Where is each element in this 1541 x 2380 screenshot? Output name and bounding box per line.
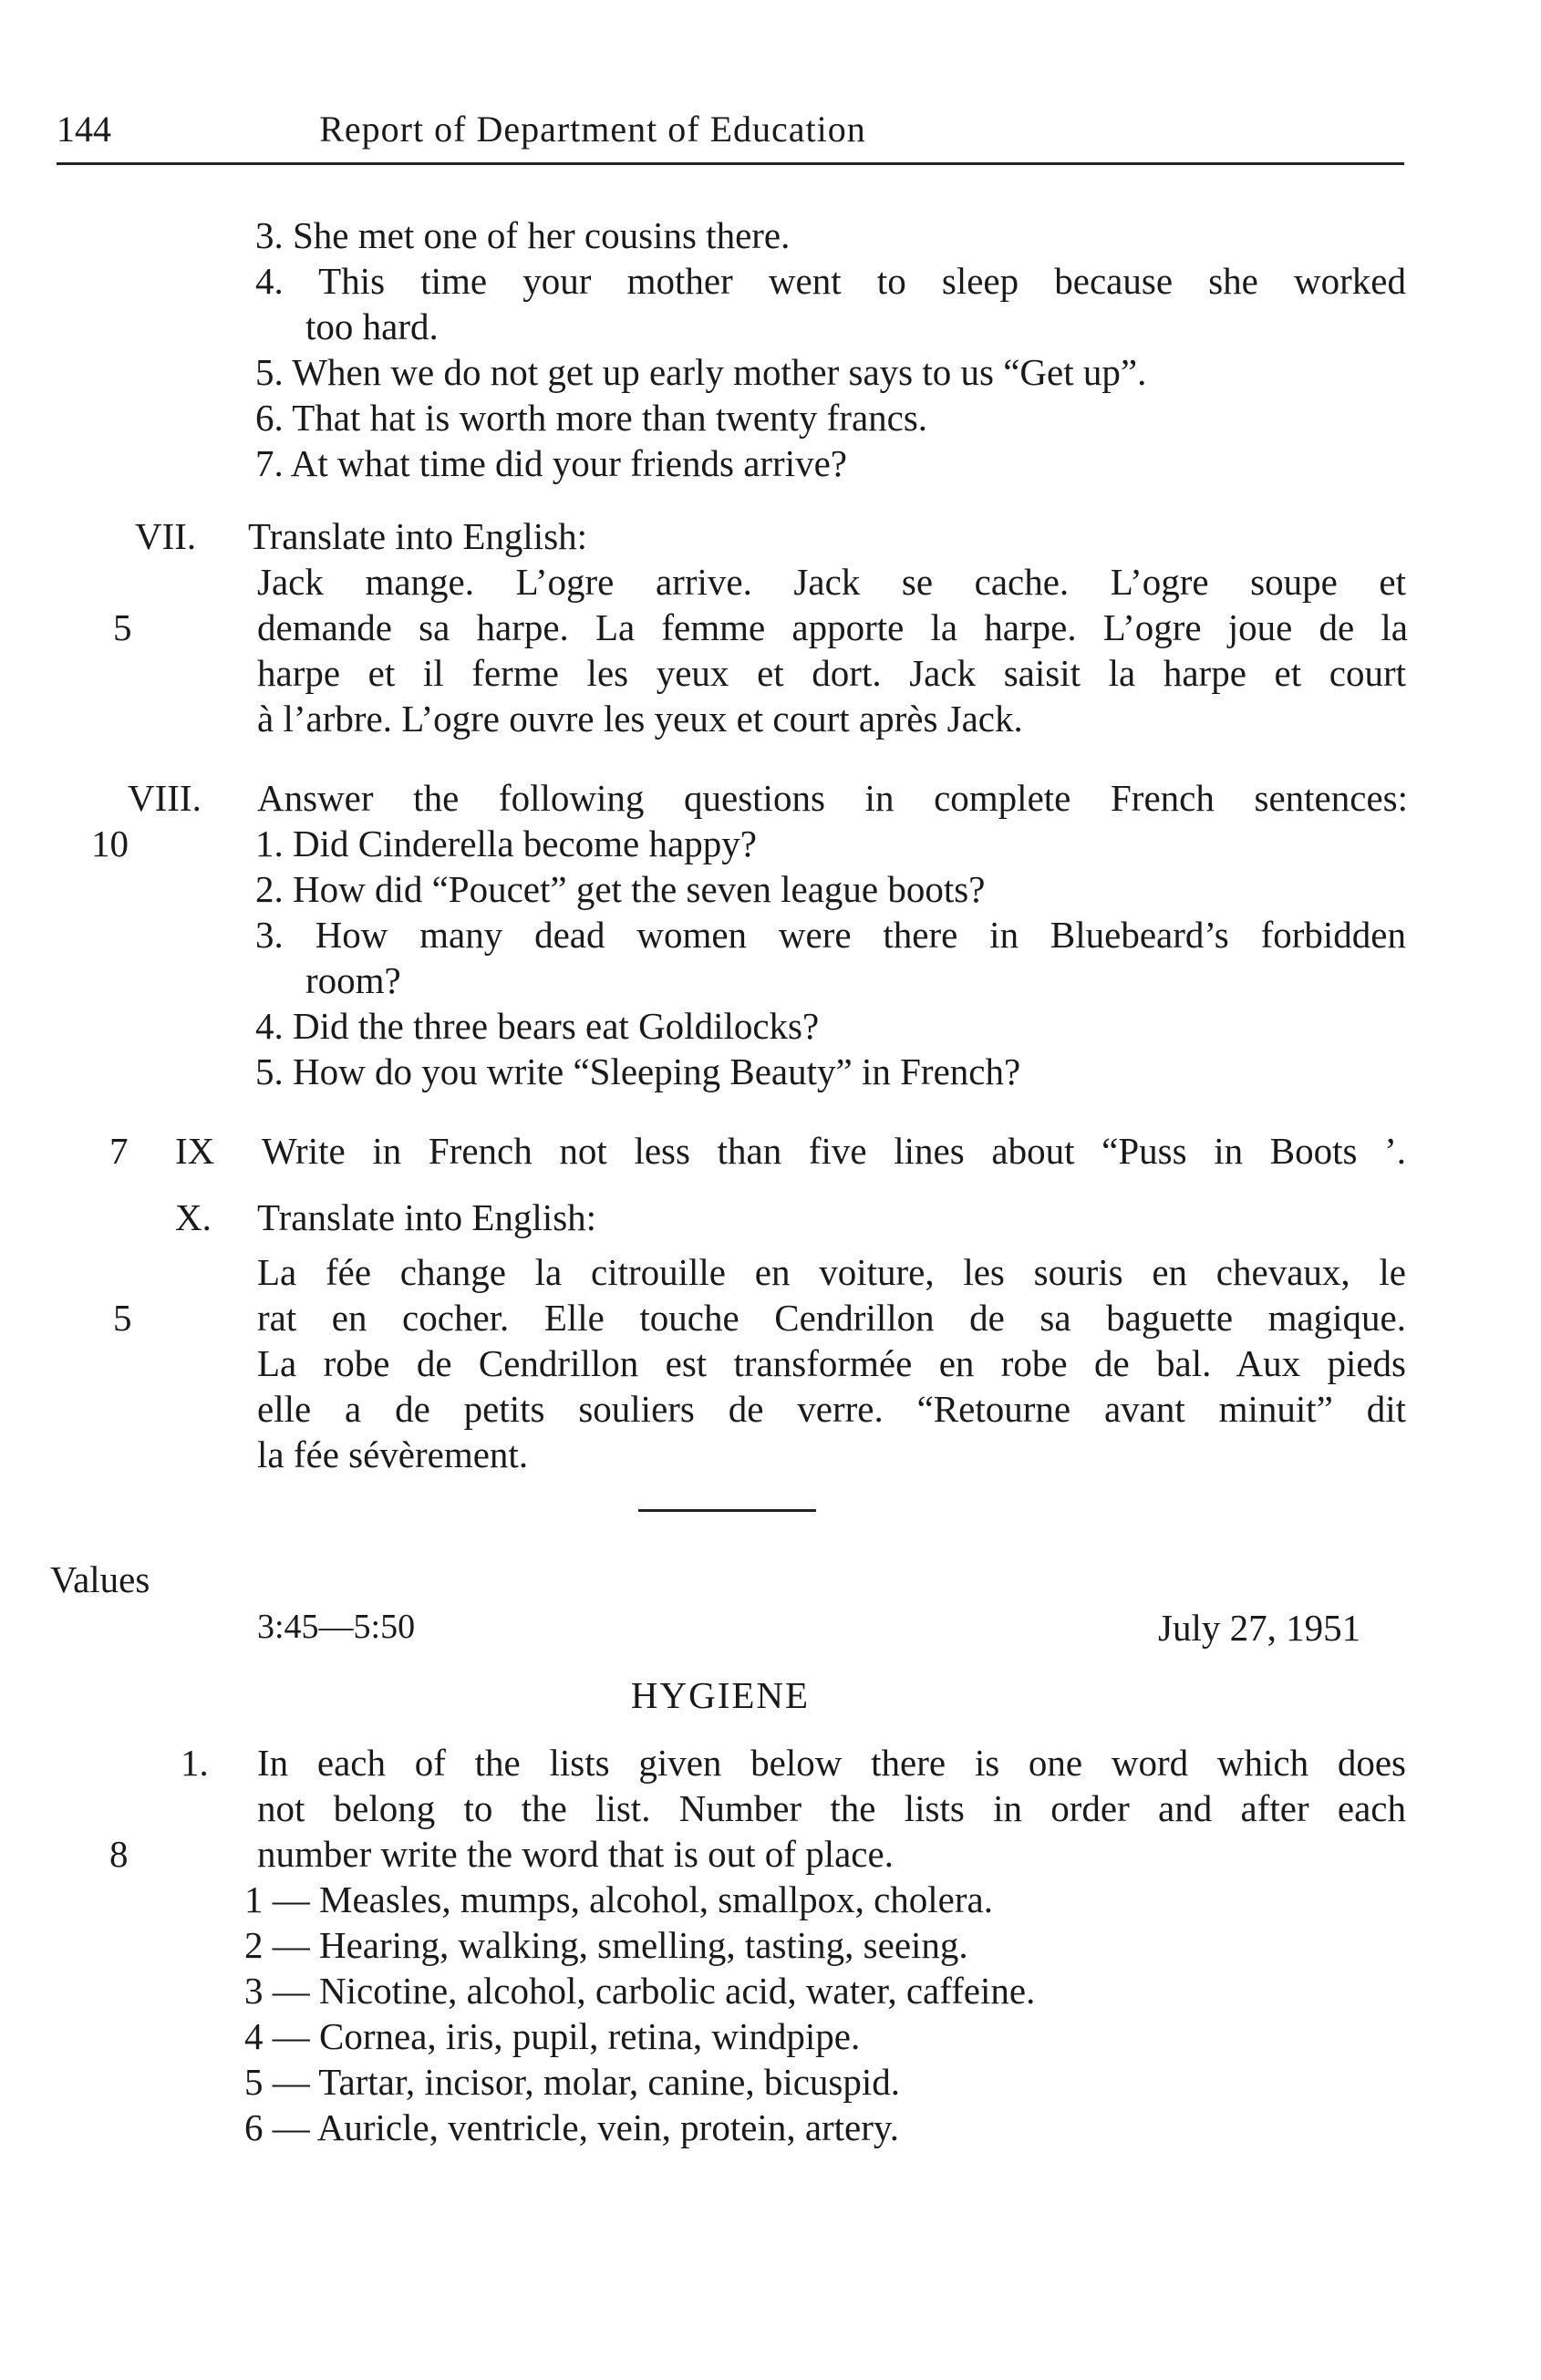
question-text-line: not belong to the list. Number the lists in order and after each bbox=[257, 1787, 1406, 1829]
section-instruction: Translate into English: bbox=[248, 515, 588, 557]
passage-line: rat en cocher. Elle touche Cendrillon de sa baguette magique. bbox=[257, 1297, 1406, 1339]
passage-line: demande sa harpe. La femme apporte la harpe. L’ogre joue de la bbox=[257, 606, 1408, 648]
values-column-label: Values bbox=[50, 1558, 150, 1600]
section-numeral: X. bbox=[175, 1196, 212, 1238]
question-numeral: 1. bbox=[181, 1742, 209, 1784]
exam-time: 3:45—5:50 bbox=[257, 1608, 416, 1646]
section-numeral: VII. bbox=[135, 515, 197, 557]
list-item: 4. This time your mother went to sleep because she worked bbox=[255, 260, 1406, 302]
list-item: 3 — Nicotine, alcohol, carbolic acid, water, caffeine. bbox=[244, 1970, 1036, 2012]
list-item: too hard. bbox=[305, 305, 439, 347]
section-instruction: Write in French not less than five lines about “Puss in Boots ’. bbox=[262, 1130, 1406, 1172]
passage-line: Jack mange. L’ogre arrive. Jack se cache. L’ogre soupe et bbox=[257, 561, 1406, 603]
list-item: 5 — Tartar, incisor, molar, canine, bicuspid. bbox=[244, 2061, 901, 2103]
question-item: 4. Did the three bears eat Goldilocks? bbox=[255, 1005, 820, 1047]
question-item: 1. Did Cinderella become happy? bbox=[255, 823, 757, 864]
section-numeral: VIII. bbox=[128, 777, 202, 819]
passage-line: La robe de Cendrillon est transformée en robe de bal. Aux pieds bbox=[257, 1342, 1406, 1384]
header-rule bbox=[57, 162, 1404, 165]
list-item: 4 — Cornea, iris, pupil, retina, windpipe. bbox=[244, 2015, 861, 2057]
exam-subject-heading: HYGIENE bbox=[630, 1674, 811, 1716]
section-instruction: Translate into English: bbox=[257, 1196, 597, 1238]
question-text-line: number write the word that is out of place. bbox=[257, 1833, 894, 1875]
list-item: 1 — Measles, mumps, alcohol, smallpox, cholera. bbox=[244, 1878, 993, 1920]
question-value: 7 bbox=[109, 1130, 129, 1172]
list-item: 7. At what time did your friends arrive? bbox=[255, 442, 847, 484]
page-number: 144 bbox=[57, 109, 111, 150]
list-item: 5. When we do not get up early mother says to us “Get up”. bbox=[255, 351, 1147, 393]
question-text-line: In each of the lists given below there is one word which does bbox=[257, 1742, 1406, 1784]
question-item: 2. How did “Poucet” get the seven league boots? bbox=[255, 868, 986, 910]
question-value: 10 bbox=[91, 823, 129, 864]
question-value: 8 bbox=[109, 1833, 129, 1875]
passage-line: à l’arbre. L’ogre ouvre les yeux et court après Jack. bbox=[257, 698, 1023, 740]
passage-line: La fée change la citrouille en voiture, les souris en chevaux, le bbox=[257, 1251, 1406, 1293]
list-item: 6. That hat is worth more than twenty francs. bbox=[255, 397, 928, 439]
section-numeral: IX bbox=[175, 1130, 215, 1172]
question-item: room? bbox=[305, 959, 401, 1001]
section-instruction: Answer the following questions in complete French sentences: bbox=[257, 777, 1408, 819]
list-item: 6 — Auricle, ventricle, vein, protein, artery. bbox=[244, 2106, 900, 2148]
list-item: 3. She met one of her cousins there. bbox=[255, 214, 791, 256]
passage-line: harpe et il ferme les yeux et dort. Jack saisit la harpe et court bbox=[257, 652, 1406, 694]
question-item: 3. How many dead women were there in Bluebeard’s forbidden bbox=[255, 914, 1406, 956]
running-header-title: Report of Department of Education bbox=[319, 109, 866, 150]
passage-line: la fée sévèrement. bbox=[257, 1433, 529, 1475]
section-divider bbox=[638, 1509, 816, 1512]
list-item: 2 — Hearing, walking, smelling, tasting, seeing. bbox=[244, 1924, 968, 1966]
exam-date: July 27, 1951 bbox=[1158, 1607, 1361, 1649]
question-value: 5 bbox=[113, 606, 132, 648]
passage-line: elle a de petits souliers de verre. “Retourne avant minuit” dit bbox=[257, 1388, 1406, 1430]
question-value: 5 bbox=[113, 1297, 132, 1339]
question-item: 5. How do you write “Sleeping Beauty” in French? bbox=[255, 1050, 1021, 1092]
